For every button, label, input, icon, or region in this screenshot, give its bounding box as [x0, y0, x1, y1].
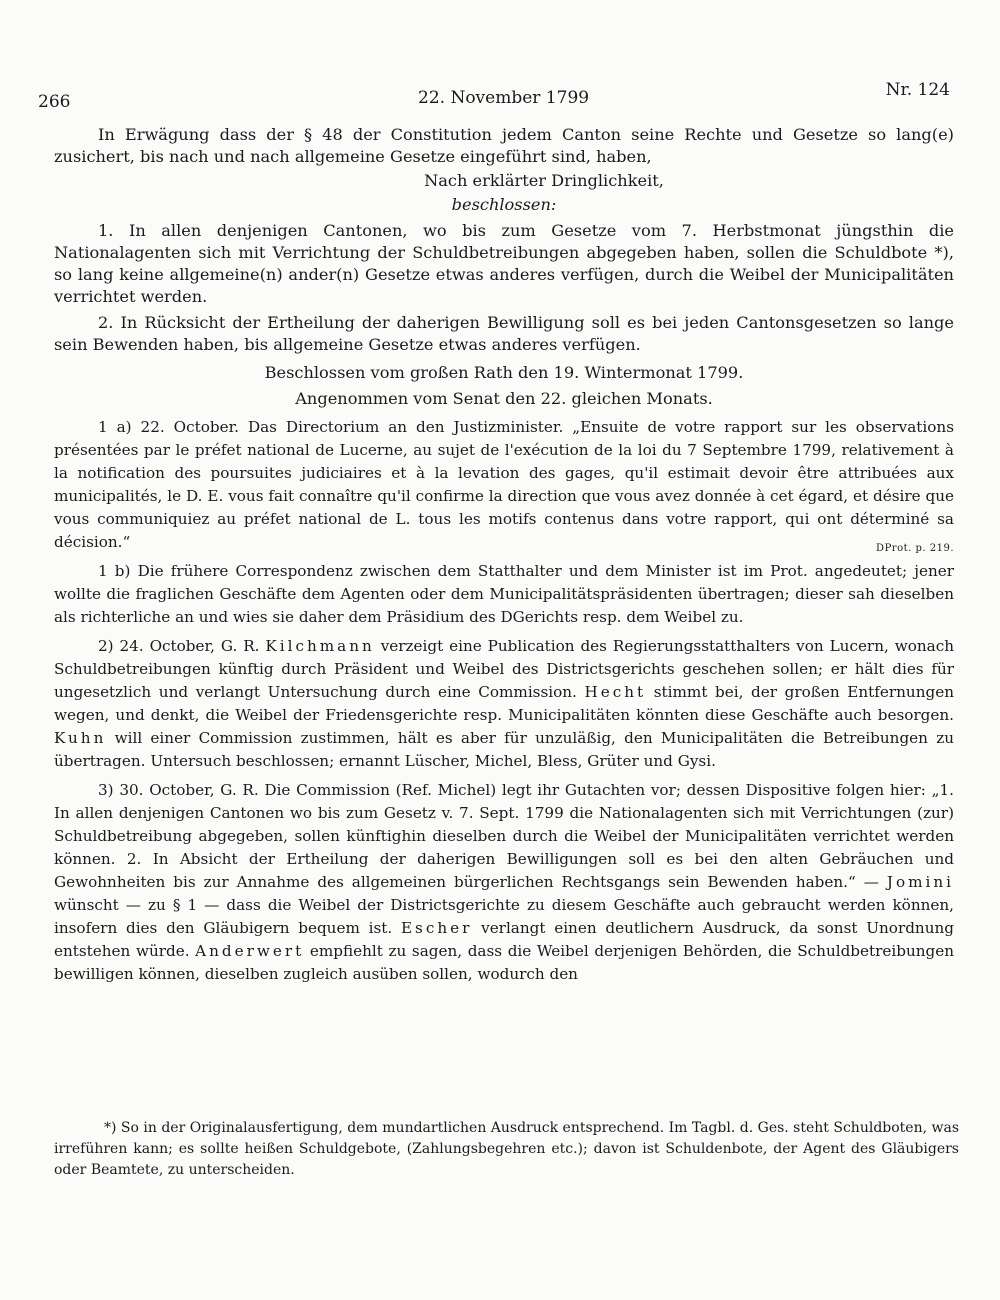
note-3-text-c: verlangt einen deutlichern Ausdruck, da sonst Unordnung entstehen würde. [54, 919, 955, 960]
note-2-text-c: will einer Commission zustimmen, hält es aber für unzuläßig, den Municipalitäten die Betreibungen zu übertragen. Untersuch beschlossen; ernannt Lüscher, Michel, Bless, Grüter und Gysi. [54, 729, 954, 770]
main-text [54, 124, 954, 986]
name-kuhn: Kuhn [54, 729, 107, 747]
name-escher: Escher [400, 919, 473, 937]
header-date: 22. November 1799 [418, 88, 590, 108]
urgency-line: Nach erklärter Dringlichkeit, [424, 171, 664, 190]
note-3-text-d: empfiehlt zu sagen, dass die Weibel derjenigen Behörden, die Schuldbetreibungen bewilligen können, dieselben zugleich ausüben sollen, wodurch den [54, 942, 955, 983]
name-kilchmann: Kilchmann [265, 637, 375, 655]
page-number: 266 [38, 92, 71, 112]
note-2 [54, 635, 954, 773]
note-2-text-a: verzeigt eine Publication des Regierungsstatthalters von Lucern, wonach Schuldbetreibungen künftig durch Präsident und Weibel des Districtsgerichts geschehen sollen; er hält dies für ungesetzlich und verlangt Untersuchung durch eine Commission. [54, 637, 954, 701]
document-number: Nr. 124 [885, 80, 950, 100]
article-1: 1. In allen denjenigen Cantonen, wo bis zum Gesetze vom 7. Herbstmonat jüngsthin die Nationalagenten sich mit Verrichtung der Schuldbetreibungen abgegeben haben, sollen die Schuldbote *), so lang keine allgemeine(n) ander(n) Gesetze etwas anderes verfügen, durch die Weibel der Municipalitäten verrichtet werden. [54, 221, 954, 306]
page-header [38, 80, 950, 118]
note-3-text-b: wünscht — zu § 1 — dass die Weibel der Districtsgerichte zu diesem Geschäfte auch gebraucht werden können, insofern dies den Gläubigern bequem ist. [54, 896, 954, 937]
resolved-line: beschlossen: [451, 195, 557, 214]
resolution-grosser-rath: Beschlossen vom großen Rath den 19. Wintermonat 1799. [264, 363, 744, 382]
intro-paragraph: In Erwägung dass der § 48 der Constitution jedem Canton seine Rechte und Gesetze so lang(e) zusichert, bis nach und nach allgemeine Gesetze eingeführt sind, haben, [54, 125, 954, 166]
note-3 [54, 779, 954, 986]
note-2-lead: 2) 24. October, G. R. [98, 637, 266, 655]
note-1b: 1 b) Die frühere Correspondenz zwischen dem Statthalter und dem Minister ist im Prot. angedeutet; jener wollte die fraglichen Geschäfte dem Agenten oder dem Municipalitätspräsidenten übertragen; dieser sah dieselben als richterliche an und wies sie daher dem Präsidium des DGerichts resp. dem Weibel zu. [54, 562, 954, 626]
name-hecht: Hecht [584, 683, 647, 701]
note-1a-text: 1 a) 22. October. Das Directorium an den Justizminister. „Ensuite de votre rapport sur les observations présentées par le préfet national de Lucerne, au sujet de l'exécution de la loi du 7 Septembre 1799, relativement à la notification des poursuites judiciaires et à la levation des gages, qu'il estimait devoir être attribuées aux municipalités, le D. E. vous fait connaître qu'il confirme la direction que vous avez donnée à cet égard, et désire que vous communiquiez au préfet national de L. tous les motifs contenus dans votre rapport, qui ont déterminé sa décision.“ [54, 418, 954, 551]
footnote [54, 1118, 959, 1181]
note-3-text-a: 3) 30. October, G. R. Die Commission (Ref. Michel) legt ihr Gutachten vor; dessen Dispositive folgen hier: „1. In allen denjenigen Cantonen wo bis zum Gesetz v. 7. Sept. 1799 die Nationalagenten sich mit Verrichtungen (zur) Schuldbetreibung abgegeben, sollen künftighin dieselben durch die Weibel der Municipalitäten verrichtet werden können. 2. In Absicht der Ertheilung der daherigen Bewilligungen soll es bei den alten Gebräuchen und Gewohnheiten bis zur Annahme des allgemeinen bürgerlichen Rechtsgangs sein Bewenden haben.“ — [54, 781, 954, 891]
name-jomini: Jomini [886, 873, 954, 891]
article-2: 2. In Rücksicht der Ertheilung der daherigen Bewilligung soll es bei jeden Cantonsgesetzen so lange sein Bewenden haben, bis allgemeine Gesetze etwas anderes verfügen. [54, 313, 954, 354]
footnote-text: *) So in der Originalausfertigung, dem mundartlichen Ausdruck entsprechend. Im Tagbl. d. Ges. steht Schuldboten, was irreführen kann; es sollte heißen Schuldgebote, (Zahlungsbegehren etc.); davon ist Schuldenbote, der Agent des Gläubigers oder Beamtete, zu unterscheiden. [54, 1120, 960, 1178]
note-2-text-b: stimmt bei, der großen Entfernungen wegen, und denkt, die Weibel der Friedensgerichte resp. Municipalitäten könnten diese Geschäfte auch besorgen. [54, 683, 954, 724]
name-anderwert: Anderwert [195, 942, 305, 960]
resolution-senat: Angenommen vom Senat den 22. gleichen Monats. [295, 389, 713, 408]
note-1a [54, 416, 954, 554]
note-1a-source: DProt. p. 219. [876, 543, 954, 554]
